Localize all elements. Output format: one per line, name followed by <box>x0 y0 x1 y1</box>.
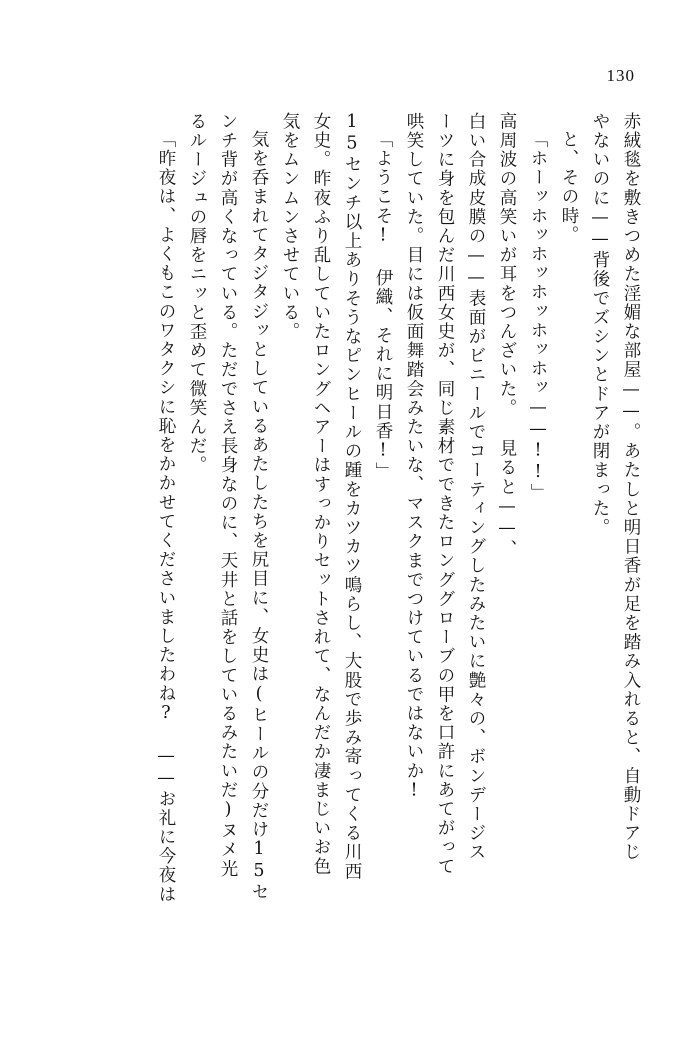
text-line: やないのに——背後でズシンとドアが閉まった。 <box>590 112 610 538</box>
text-line: ンチ背が高くなっている。ただでさえ長身なのに、天井と話をしているみたいだ)ヌメ光 <box>218 112 238 879</box>
text-line: 哄笑していた。目には仮面舞踏会みたいな、マスクまでつけているではないか! <box>404 112 424 803</box>
text-line: 高周波の高笑いが耳をつんざいた。 見ると——、 <box>497 112 517 559</box>
text-line: 気を呑まれてタジタジッとしているあたしたちを尻目に、女史は(ヒールの分だけ15セ <box>249 130 269 902</box>
text-line: 「ようこそ! 伊織、それに明日香!」 <box>373 130 393 482</box>
text-line: 「昨夜は、よくもこのワタクシに恥をかかせてくださいましたわね? ——お礼に今夜は <box>156 130 176 904</box>
text-line: ーツに身を包んだ川西女史が、同じ素材でできたロンググローブの甲を口許にあてがって <box>435 112 455 876</box>
text-line: 「ホーッホッホッホッホッホッ——!!」 <box>528 130 548 503</box>
text-line: と、その時。 <box>559 130 579 245</box>
text-line: 気をムンムンさせている。 <box>280 112 300 342</box>
text-line: るルージュの唇をニッと歪めて微笑んだ。 <box>187 112 207 475</box>
text-line: 15センチ以上ありそうなピンヒールの踵をカツカツ鳴らし、大股で歩み寄ってくる川西 <box>342 112 362 881</box>
text-line: 赤絨毯を敷きつめた淫媚な部屋——。あたしと明日香が足を踏み入れると、自動ドアじ <box>621 112 641 862</box>
text-line: 白い合成皮膜の——表面がビニールでコーティングしたみたいに艶々の、ボンデージス <box>466 112 486 862</box>
text-line: 女史。昨夜ふり乱していたロングヘアーはすっかりセットされて、なんだか凄まじいお色 <box>311 112 331 876</box>
page-number: 130 <box>606 66 635 85</box>
vertical-text-body <box>52 112 639 1022</box>
